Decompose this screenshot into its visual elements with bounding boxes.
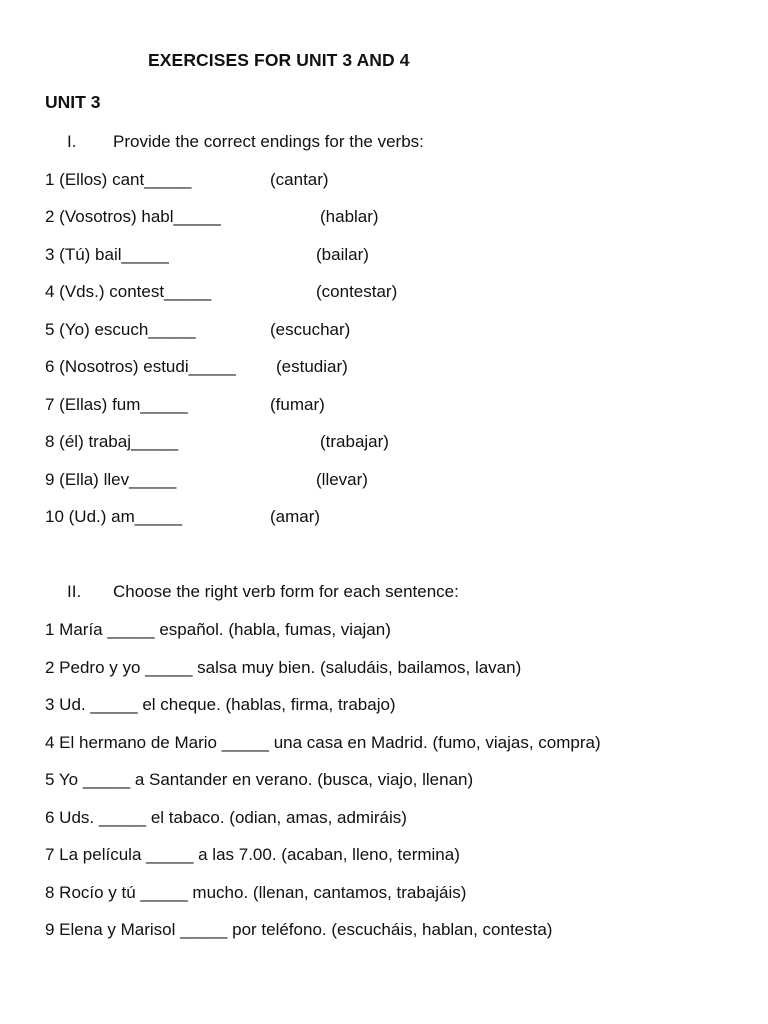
exercise-1-hint: (cantar): [270, 170, 329, 189]
exercise-2-item: 4 El hermano de Mario _____ una casa en Madrid. (fumo, viajas, compra): [45, 733, 601, 752]
exercise-2-item: 5 Yo _____ a Santander en verano. (busca, viajo, llenan): [45, 770, 474, 789]
exercise-1-item: 3 (Tú) bail_____: [45, 245, 169, 264]
exercise-1-item: 10 (Ud.) am_____: [45, 507, 183, 526]
section-2-instruction: Choose the right verb form for each sentence:: [113, 582, 459, 601]
exercise-1-item: 5 (Yo) escuch_____: [45, 320, 196, 339]
exercise-2-item: 6 Uds. _____ el tabaco. (odian, amas, admiráis): [45, 808, 407, 827]
exercise-1-item: 7 (Ellas) fum_____: [45, 395, 188, 414]
exercise-1-hint: (hablar): [320, 207, 379, 226]
exercise-2-item: 7 La película _____ a las 7.00. (acaban, lleno, termina): [45, 845, 460, 864]
section-1-instruction: Provide the correct endings for the verbs:: [113, 132, 424, 151]
unit-heading: UNIT 3: [45, 92, 101, 112]
document-title: EXERCISES FOR UNIT 3 AND 4: [148, 50, 410, 70]
exercise-2-item: 2 Pedro y yo _____ salsa muy bien. (saludáis, bailamos, lavan): [45, 658, 522, 677]
exercise-2-item: 9 Elena y Marisol _____ por teléfono. (escucháis, hablan, contesta): [45, 920, 553, 939]
section-2-number: II.: [67, 582, 82, 601]
exercise-2-item: 8 Rocío y tú _____ mucho. (llenan, cantamos, trabajáis): [45, 883, 467, 902]
exercise-1-item: 4 (Vds.) contest_____: [45, 282, 212, 301]
exercise-1-hint: (trabajar): [320, 432, 389, 451]
exercise-1-item: 1 (Ellos) cant_____: [45, 170, 192, 189]
exercise-1-hint: (llevar): [316, 470, 368, 489]
section-1-number: I.: [67, 132, 77, 151]
exercise-2-item: 3 Ud. _____ el cheque. (hablas, firma, trabajo): [45, 695, 396, 714]
exercise-1-hint: (fumar): [270, 395, 325, 414]
exercise-1-item: 2 (Vosotros) habl_____: [45, 207, 221, 226]
exercise-1-hint: (contestar): [316, 282, 398, 301]
exercise-1-hint: (bailar): [316, 245, 369, 264]
exercise-1-item: 9 (Ella) llev_____: [45, 470, 177, 489]
exercise-1-item: 8 (él) trabaj_____: [45, 432, 179, 451]
exercise-1-hint: (escuchar): [270, 320, 351, 339]
exercise-2-item: 1 María _____ español. (habla, fumas, viajan): [45, 620, 391, 639]
exercise-1-item: 6 (Nosotros) estudi_____: [45, 357, 236, 376]
exercise-1-hint: (amar): [270, 507, 321, 526]
exercise-1-hint: (estudiar): [276, 357, 348, 376]
